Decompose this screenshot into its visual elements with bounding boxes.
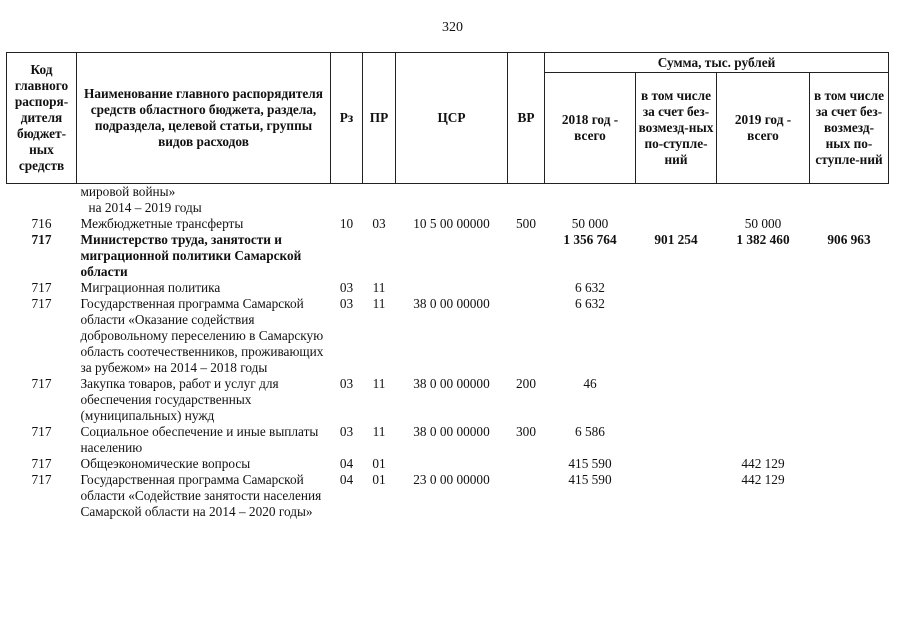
cell-vr: 300 [516, 424, 536, 439]
cell-2019-free [810, 296, 889, 376]
table-row [7, 472, 889, 520]
cell-vr: 200 [516, 376, 536, 391]
header-2018-free: в том числе за счет без-возмезд-ных по-ступле-ний [636, 73, 717, 184]
cell-code: 717 [31, 424, 52, 439]
cell-pr: 01 [372, 472, 386, 487]
cell-2018-free [636, 280, 717, 296]
cell-2019-free [810, 376, 889, 424]
cell-csr: 23 0 00 00000 [413, 472, 490, 487]
cell-2019-free [810, 216, 889, 232]
table-body [7, 184, 889, 521]
cell-vr [508, 296, 545, 376]
cell-pr: 11 [372, 280, 386, 295]
cell-2019-total: 1 382 460 [736, 232, 790, 247]
budget-table [6, 52, 889, 520]
cell-rz [331, 232, 363, 280]
cell-vr [508, 200, 545, 216]
cell-2018-total [545, 184, 636, 201]
cell-2019-total: 442 129 [741, 456, 785, 471]
table-row [7, 200, 889, 216]
cell-name: Закупка товаров, работ и услуг для обеспечения государственных (муниципальных) нужд [80, 376, 279, 423]
cell-name: мировой войны» [80, 184, 176, 199]
cell-2018-free [636, 184, 717, 201]
cell-2018-total: 6 632 [575, 296, 605, 311]
cell-2019-free [810, 424, 889, 456]
table-row [7, 456, 889, 472]
cell-vr [508, 456, 545, 472]
cell-name: Общеэкономические вопросы [80, 456, 251, 471]
cell-2019-total: 50 000 [744, 216, 782, 231]
cell-code [7, 184, 77, 201]
cell-2018-total [545, 200, 636, 216]
cell-code: 716 [31, 216, 52, 231]
cell-name: Государственная программа Самарской области «Содействие занятости населения Самарской области на 2014 – 2020 годы» [80, 472, 322, 519]
cell-2018-total: 1 356 764 [563, 232, 617, 247]
table-row [7, 216, 889, 232]
cell-vr [508, 472, 545, 520]
cell-csr: 38 0 00 00000 [413, 296, 490, 311]
header-vr: ВР [508, 53, 545, 184]
cell-2018-free [636, 424, 717, 456]
header-pr: ПР [363, 53, 396, 184]
cell-2018-total: 50 000 [571, 216, 609, 231]
cell-2019-total: 442 129 [741, 472, 785, 487]
cell-vr [508, 280, 545, 296]
cell-csr: 38 0 00 00000 [413, 424, 490, 439]
cell-rz: 03 [339, 376, 354, 391]
cell-pr: 11 [372, 376, 386, 391]
cell-pr [363, 200, 396, 216]
cell-code: 717 [31, 456, 52, 471]
cell-2019-free: 906 963 [827, 232, 871, 247]
cell-rz: 04 [339, 456, 354, 471]
table-row [7, 232, 889, 280]
cell-pr [363, 184, 396, 201]
cell-2019-free [810, 280, 889, 296]
cell-code: 717 [31, 280, 52, 295]
header-rz: Рз [331, 53, 363, 184]
cell-2018-free: 901 254 [654, 232, 698, 247]
table-row [7, 376, 889, 424]
cell-2018-total: 415 590 [568, 472, 612, 487]
cell-csr [396, 280, 508, 296]
cell-2019-free [810, 456, 889, 472]
cell-2019-free [810, 200, 889, 216]
cell-2018-free [636, 296, 717, 376]
table-row [7, 424, 889, 456]
cell-2018-total: 415 590 [568, 456, 612, 471]
cell-name: Государственная программа Самарской области «Оказание содействия добровольному переселению в Самарскую область соотечественников, проживающих за рубежом» на 2014 – 2018 годы [80, 296, 324, 375]
cell-2018-total: 46 [583, 376, 597, 391]
cell-2019-total [717, 376, 810, 424]
cell-2018-free [636, 216, 717, 232]
cell-vr [508, 184, 545, 201]
cell-code: 717 [31, 232, 52, 247]
cell-rz: 03 [339, 424, 354, 439]
cell-rz [331, 184, 363, 201]
cell-pr: 11 [372, 296, 386, 311]
cell-csr: 38 0 00 00000 [413, 376, 490, 391]
cell-csr [396, 232, 508, 280]
cell-2019-free [810, 472, 889, 520]
cell-name: Социальное обеспечение и иные выплаты населению [80, 424, 319, 455]
cell-csr: 10 5 00 00000 [413, 216, 490, 231]
cell-vr: 500 [516, 216, 536, 231]
cell-code: 717 [31, 296, 52, 311]
cell-rz: 10 [339, 216, 354, 231]
cell-csr [396, 456, 508, 472]
header-csr: ЦСР [396, 53, 508, 184]
page-number: 320 [442, 20, 463, 35]
cell-2019-total [717, 424, 810, 456]
cell-2018-free [636, 200, 717, 216]
cell-code: 717 [31, 472, 52, 487]
cell-vr [508, 232, 545, 280]
cell-2019-total [717, 280, 810, 296]
cell-pr: 03 [372, 216, 386, 231]
header-2019-free: в том числе за счет без-возмезд-ных по-ступле-ний [810, 73, 889, 184]
header-2019-total: 2019 год - всего [717, 73, 810, 184]
cell-2019-total [717, 296, 810, 376]
cell-2018-free [636, 472, 717, 520]
cell-csr [396, 184, 508, 201]
cell-name: Миграционная политика [80, 280, 221, 295]
cell-2018-free [636, 456, 717, 472]
header-name: Наименование главного распорядителя средств областного бюджета, раздела, подраздела, целевой статьи, группы видов расходов [77, 53, 331, 184]
cell-name: на 2014 – 2019 годы [88, 200, 202, 215]
cell-pr: 01 [372, 456, 386, 471]
table-row [7, 280, 889, 296]
cell-2018-free [636, 376, 717, 424]
cell-code [7, 200, 77, 216]
cell-2018-total: 6 632 [575, 280, 605, 295]
table-header [7, 53, 889, 184]
cell-csr [396, 200, 508, 216]
cell-2019-total [717, 200, 810, 216]
header-code: Код главного распоря-дителя бюджет-ных средств [7, 53, 77, 184]
cell-2019-total [717, 184, 810, 201]
cell-name: Межбюджетные трансферты [80, 216, 244, 231]
cell-code: 717 [31, 376, 52, 391]
cell-name: Министерство труда, занятости и миграционной политики Самарской области [80, 232, 302, 279]
cell-rz: 04 [339, 472, 354, 487]
header-sum: Сумма, тыс. рублей [545, 53, 889, 73]
cell-rz: 03 [339, 296, 354, 311]
table-row [7, 184, 889, 201]
table-row [7, 296, 889, 376]
cell-rz [331, 200, 363, 216]
cell-pr [363, 232, 396, 280]
header-2018-total: 2018 год - всего [545, 73, 636, 184]
cell-pr: 11 [372, 424, 386, 439]
cell-2019-free [810, 184, 889, 201]
cell-rz: 03 [339, 280, 354, 295]
cell-2018-total: 6 586 [575, 424, 605, 439]
